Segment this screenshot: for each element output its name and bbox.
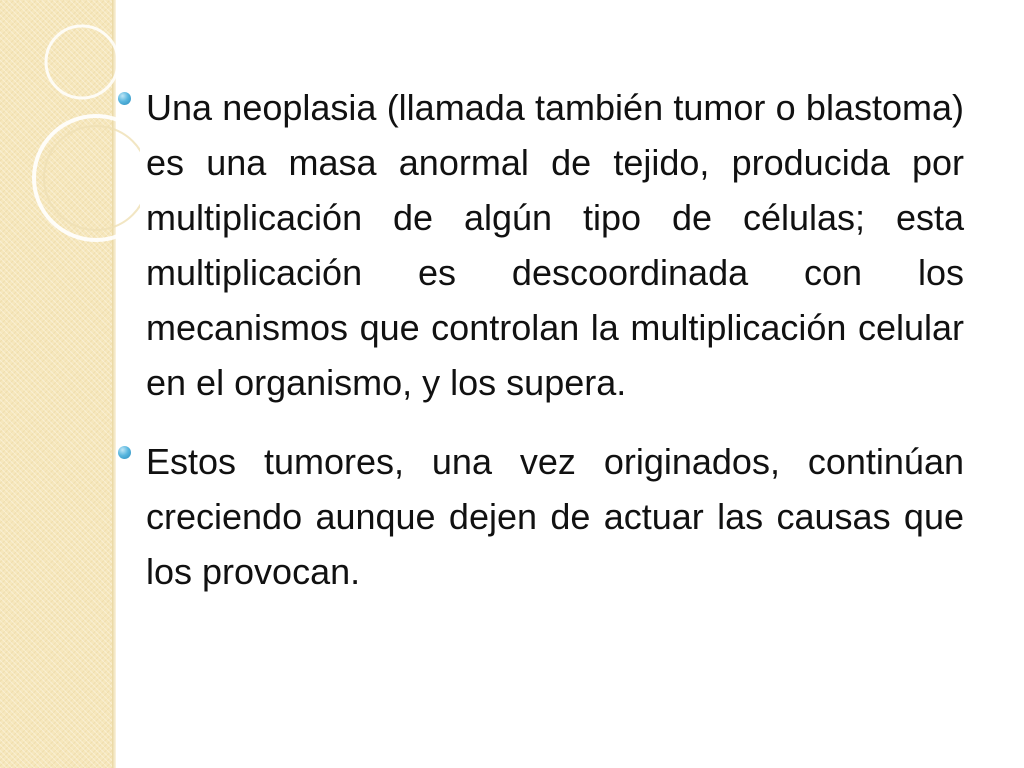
list-item [118, 434, 964, 599]
bullet-text: Estos tumores, una vez originados, continúan creciendo aunque dejen de actuar las causas que los provocan. [146, 441, 964, 592]
bullet-text: Una neoplasia (llamada también tumor o blastoma) es una masa anormal de tejido, producida por multiplicación de algún tipo de células; esta multiplicación es descoordinada con los mecanismos que controlan la multiplicación celular en el organismo, y los supera. [146, 87, 964, 403]
bullet-dot-icon [118, 446, 131, 459]
list-item [118, 80, 964, 410]
bullet-dot-icon [118, 92, 131, 105]
bullet-list [118, 80, 964, 623]
